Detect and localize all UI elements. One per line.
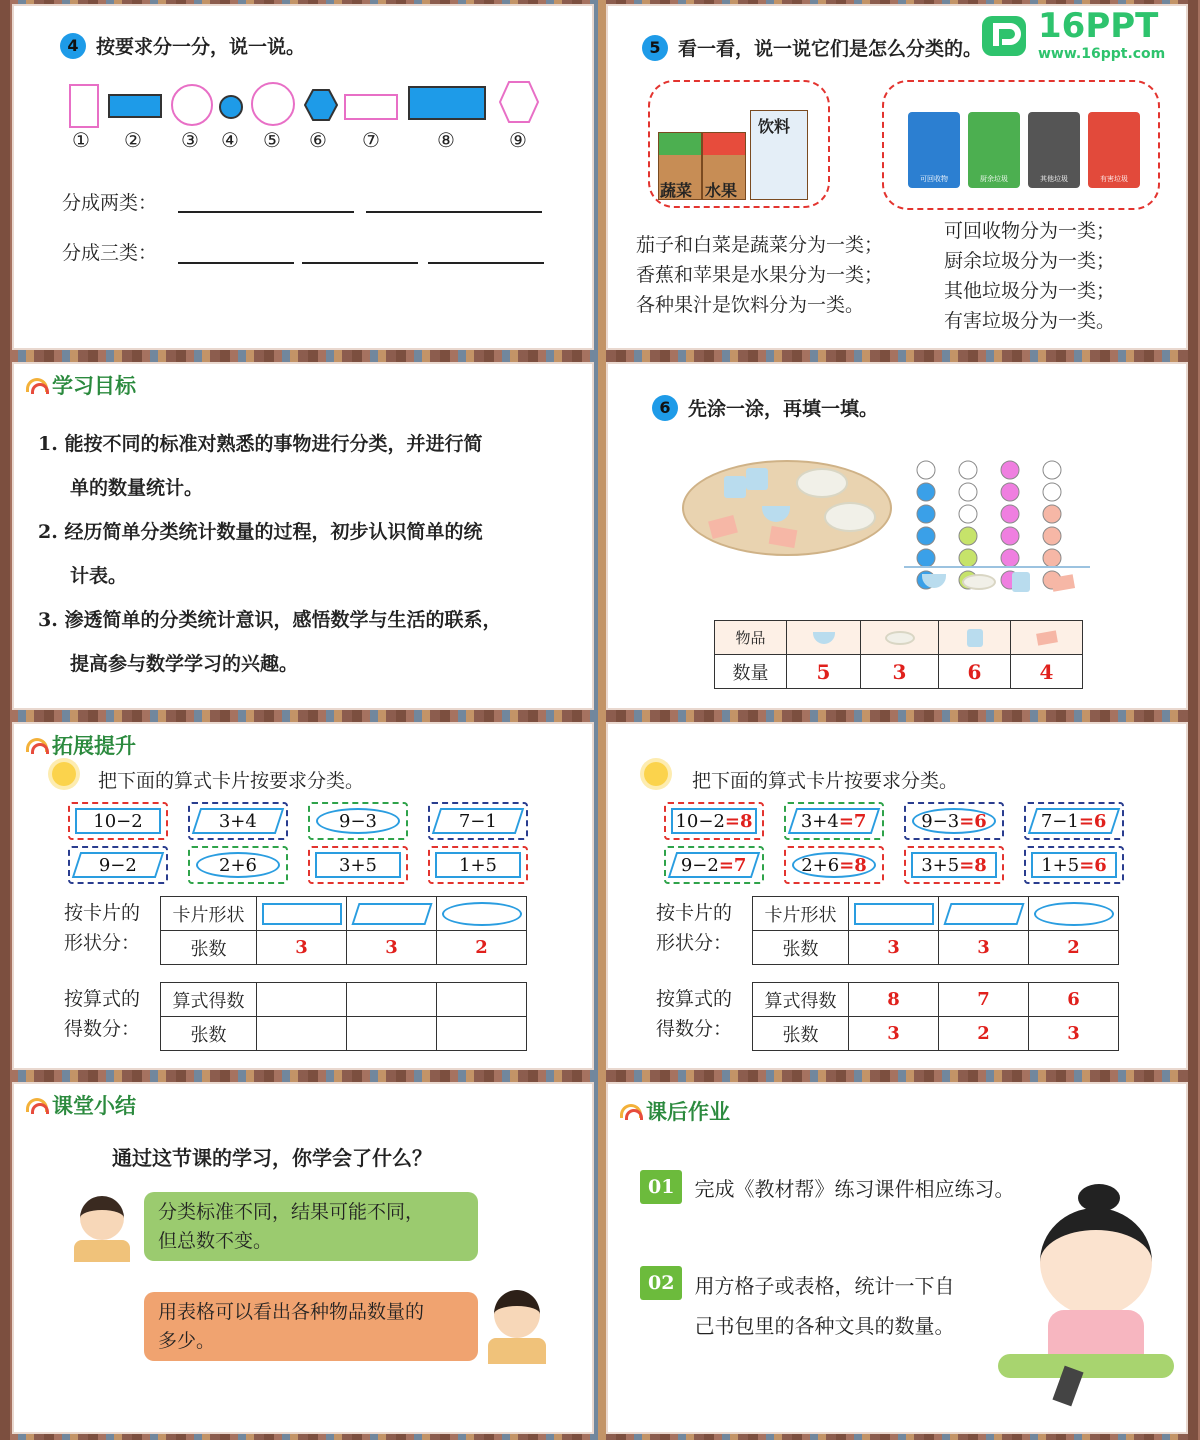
rainbow-icon (26, 1098, 48, 1112)
homework-item-1 (640, 1170, 1014, 1204)
section-header (620, 1096, 730, 1126)
card-shape-para (668, 852, 760, 878)
logo-brand: 16PPT (1038, 6, 1159, 46)
result-table (752, 982, 1119, 1051)
blank-cell (257, 983, 347, 1017)
card-answer: =7 (719, 854, 747, 876)
shape-side-label: 按卡片的 形状分： (656, 902, 733, 954)
line: 各种果汁是饮料分为一类。 (636, 294, 865, 316)
rainbow-icon (26, 738, 48, 752)
card-shape-rect (1031, 852, 1117, 878)
line: 茄子和白菜是蔬菜分为一类； (636, 234, 884, 256)
count-cell: 3 (939, 931, 1029, 965)
expression-card (904, 846, 1004, 884)
napkin-tally-circle (1043, 461, 1061, 479)
instruction: 把下面的算式卡片按要求分类。 (98, 770, 365, 792)
row-head: 物品 (715, 621, 787, 655)
cup-tally-circle (1001, 483, 1019, 501)
count-cell: 2 (939, 1017, 1029, 1051)
card-shape-ell (316, 808, 400, 834)
header-text: 课后作业 (646, 1100, 730, 1124)
summary-question: 通过这节课的学习，你学会了什么？ (112, 1146, 432, 1170)
girl-reading-illustration (1018, 1184, 1188, 1410)
bowl-icon (762, 506, 790, 522)
brand-logo (976, 6, 1188, 68)
head-cell: 算式得数 (753, 983, 849, 1017)
tally-circles (900, 428, 1090, 594)
shape-3-pink-circle (171, 84, 213, 126)
card-answer: =6 (1079, 854, 1107, 876)
plate-icon (796, 468, 848, 498)
blank-cell (437, 1017, 527, 1051)
head-cell: 卡片形状 (161, 897, 257, 931)
expression-card (68, 846, 168, 884)
expression-card (188, 802, 288, 840)
card-shape-para (192, 808, 284, 834)
plate-tally-circle (959, 527, 977, 545)
table-row (161, 1017, 527, 1051)
question-text: 先涂一涂，再填一填。 (688, 398, 879, 420)
card-answer: =8 (724, 810, 753, 832)
item-text: 用方格子或表格，统计一下自 己书包里的各种文具的数量。 (694, 1274, 955, 1338)
result-side-label: 按算式的 得数分： (656, 988, 733, 1040)
card-expression: 9−2=7 (681, 854, 747, 876)
napkin-tally-circle (1043, 549, 1061, 567)
shape-table (160, 896, 527, 965)
shape-9-pink-hexagon (498, 80, 540, 124)
head-cell: 算式得数 (161, 983, 257, 1017)
card-shape-rect (435, 852, 521, 878)
cup-tally-circle (1001, 527, 1019, 545)
other-waste-bin: 其他垃圾 (1028, 112, 1080, 188)
blank-cell (347, 983, 437, 1017)
section-header (26, 1090, 136, 1120)
fruit-label: 水果 (705, 181, 738, 200)
card-shape-para (788, 808, 880, 834)
table-row (753, 983, 1119, 1017)
shape-8-blue-rect (408, 86, 486, 120)
napkin-tally-circle (1043, 505, 1061, 523)
section-header (26, 730, 136, 760)
para-cell (939, 897, 1029, 931)
napkin-tally-circle (1043, 527, 1061, 545)
head-cell: 卡片形状 (753, 897, 849, 931)
item-number-badge: 02 (640, 1266, 682, 1300)
card-expression: 3+4 (219, 810, 257, 832)
cup-tally-circle (1001, 505, 1019, 523)
count-cell: 3 (1029, 1017, 1119, 1051)
result-cell: 7 (939, 983, 1029, 1017)
card-shape-ell (196, 852, 280, 878)
card-answer: =6 (959, 810, 987, 832)
slide-extension-blank (12, 722, 594, 1070)
card-expression: 2+6=8 (801, 854, 867, 876)
expression-card (784, 846, 884, 884)
goal-item: 1. 能按不同的标准对熟悉的事物进行分类，并进行简 (38, 433, 483, 455)
expression-card (664, 846, 764, 884)
bins-illustration-frame (882, 80, 1160, 210)
bulb-icon (644, 762, 668, 786)
header-text: 学习目标 (52, 374, 136, 398)
question-title (60, 32, 305, 59)
card-shape-rect (671, 808, 757, 834)
card-expression: 9−3=6 (921, 810, 987, 832)
card-answer: =8 (839, 854, 867, 876)
store-illustration-frame (648, 80, 830, 208)
shape-7-pink-rect (344, 94, 398, 120)
napkin-cell (1011, 621, 1083, 655)
card-expression: 1+5=6 (1041, 854, 1107, 876)
expression-card (68, 802, 168, 840)
goal-item-cont: 单的数量统计。 (70, 477, 204, 499)
expression-card (664, 802, 764, 840)
line: 香蕉和苹果是水果分为一类； (636, 264, 884, 286)
header-text: 拓展提升 (52, 734, 136, 758)
shape-1-pink-rect (69, 84, 99, 128)
plate-tally-circle (959, 483, 977, 501)
head-cell: 张数 (161, 1017, 257, 1051)
plate-tally-circle (959, 461, 977, 479)
question-title (642, 34, 982, 61)
expression-card (1024, 846, 1124, 884)
speech-bubble-1: 分类标准不同，结果可能不同， 但总数不变。 (144, 1192, 478, 1261)
head-cell: 张数 (753, 1017, 849, 1051)
rect-cell (257, 897, 347, 931)
plate-cell (861, 621, 939, 655)
shape-table (752, 896, 1119, 965)
section-header (26, 370, 136, 400)
blank-line (178, 211, 354, 213)
count-cell: 3 (257, 931, 347, 965)
table-row (753, 931, 1119, 965)
table-row (161, 897, 527, 931)
count-cell: 3 (347, 931, 437, 965)
rainbow-icon (620, 1104, 642, 1118)
head-cell: 张数 (161, 931, 257, 965)
logo-url: www.16ppt.com (1038, 46, 1166, 62)
plate-icon (962, 574, 996, 590)
table-row (715, 621, 1083, 655)
rect-cell (849, 897, 939, 931)
baseline (904, 566, 1090, 568)
blank-line (302, 262, 418, 264)
girl-avatar (488, 1290, 544, 1364)
kitchen-waste-bin: 厨余垃圾 (968, 112, 1020, 188)
rainbow-icon (26, 378, 48, 392)
label-2: ② (124, 128, 142, 152)
blank-cell (437, 983, 527, 1017)
question-number: 4 (60, 33, 86, 59)
card-expression: 10−2=8 (675, 810, 753, 832)
header-text: 课堂小结 (52, 1094, 136, 1118)
slide-exercise-6 (606, 362, 1188, 710)
homework-item-2 (640, 1266, 954, 1346)
shape-5-pink-circle (251, 82, 295, 126)
expression-card (428, 802, 528, 840)
expression-card (188, 846, 288, 884)
item-text: 完成《教材帮》练习课件相应练习。 (694, 1176, 1015, 1201)
expression-card (428, 846, 528, 884)
card-expression: 9−2 (99, 854, 137, 876)
three-class-label: 分成三类： (62, 242, 158, 264)
blank-line (178, 262, 294, 264)
card-expression: 2+6 (219, 854, 257, 876)
question-text: 看一看，说一说它们是怎么分类的。 (678, 38, 983, 60)
card-answer: =6 (1079, 810, 1107, 832)
label-7: ⑦ (362, 128, 380, 152)
table-row (753, 897, 1119, 931)
count-cell: 3 (861, 655, 939, 689)
line: 其他垃圾分为一类； (944, 280, 1116, 302)
count-cell: 4 (1011, 655, 1083, 689)
table-row (161, 983, 527, 1017)
slide-learning-goals (12, 362, 594, 710)
card-shape-ell (912, 808, 996, 834)
question-title (652, 394, 878, 421)
card-shape-rect (75, 808, 161, 834)
drink-label: 饮料 (758, 117, 791, 136)
count-cell: 3 (849, 931, 939, 965)
shape-side-label: 按卡片的 形状分： (64, 902, 141, 954)
two-class-label: 分成两类： (62, 192, 158, 214)
bowl-cell (787, 621, 861, 655)
store-explanation (636, 230, 883, 320)
expression-card (1024, 802, 1124, 840)
label-4: ④ (221, 128, 239, 152)
item-number-badge: 01 (640, 1170, 682, 1204)
instruction: 把下面的算式卡片按要求分类。 (692, 770, 959, 792)
ellipse-cell (437, 897, 527, 931)
count-cell: 6 (939, 655, 1011, 689)
card-expression: 3+4=7 (801, 810, 867, 832)
logo-icon (980, 10, 1038, 62)
bowl-tally-circle (917, 549, 935, 567)
head-cell: 张数 (753, 931, 849, 965)
label-5: ⑤ (263, 128, 281, 152)
blank-line (428, 262, 544, 264)
label-8: ⑧ (437, 128, 455, 152)
tray-illustration (682, 460, 892, 556)
slide-homework (606, 1082, 1188, 1434)
expression-card (308, 802, 408, 840)
count-cell: 2 (1029, 931, 1119, 965)
goal-item: 3. 渗透简单的分类统计意识，感悟数学与生活的联系， (38, 609, 502, 631)
expression-card (784, 802, 884, 840)
blank-cell (347, 1017, 437, 1051)
result-side-label: 按算式的 得数分： (64, 988, 141, 1040)
card-shape-para (72, 852, 164, 878)
bulb-icon (52, 762, 76, 786)
label-3: ③ (181, 128, 199, 152)
label-6: ⑥ (309, 128, 327, 152)
slide-summary (12, 1082, 594, 1434)
napkin-icon (769, 526, 798, 548)
card-shape-para (432, 808, 524, 834)
blank-cell (257, 1017, 347, 1051)
table-row (161, 931, 527, 965)
ellipse-cell (1029, 897, 1119, 931)
slide-exercise-5 (606, 4, 1188, 350)
count-cell: 5 (787, 655, 861, 689)
bowl-tally-circle (917, 461, 935, 479)
count-cell: 3 (849, 1017, 939, 1051)
napkin-icon (708, 515, 738, 539)
goal-item: 2. 经历简单分类统计数量的过程，初步认识简单的统 (38, 521, 483, 543)
line: 厨余垃圾分为一类； (944, 250, 1116, 272)
bins-explanation (944, 216, 1115, 336)
hazardous-bin: 有害垃圾 (1088, 112, 1140, 188)
result-cell: 6 (1029, 983, 1119, 1017)
card-expression: 7−1 (459, 810, 497, 832)
row-head: 数量 (715, 655, 787, 689)
label-9: ⑨ (509, 128, 527, 152)
card-expression: 1+5 (459, 854, 497, 876)
card-shape-ell (792, 852, 876, 878)
cup-tally-circle (1001, 549, 1019, 567)
cup-icon (724, 476, 746, 498)
result-cell: 8 (849, 983, 939, 1017)
bowl-tally-circle (917, 527, 935, 545)
para-cell (347, 897, 437, 931)
count-cell: 2 (437, 931, 527, 965)
card-shape-para (1028, 808, 1120, 834)
napkin-tally-circle (1043, 483, 1061, 501)
card-answer: =8 (959, 854, 987, 876)
card-expression: 3+5=8 (921, 854, 987, 876)
line: 可回收物分为一类； (944, 220, 1116, 242)
veg-label: 蔬菜 (660, 181, 693, 200)
label-1: ① (72, 128, 90, 152)
result-table (160, 982, 527, 1051)
slide-extension-answers (606, 722, 1188, 1070)
question-text: 按要求分一分，说一说。 (96, 36, 306, 58)
shape-6-blue-hexagon (304, 88, 338, 122)
bowl-tally-circle (917, 483, 935, 501)
cup-icon (1012, 572, 1030, 592)
card-expression: 10−2 (93, 810, 143, 832)
question-number: 5 (642, 35, 668, 61)
expression-card (904, 802, 1004, 840)
plate-tally-circle (959, 549, 977, 567)
cup-tally-circle (1001, 461, 1019, 479)
count-table (714, 620, 1083, 689)
goal-item-cont: 提高参与数学学习的兴趣。 (70, 653, 299, 675)
question-number: 6 (652, 395, 678, 421)
table-row (715, 655, 1083, 689)
goals-list (38, 422, 501, 686)
shape-2-blue-rect (108, 94, 162, 118)
line: 有害垃圾分为一类。 (944, 310, 1116, 332)
card-answer: =7 (839, 810, 867, 832)
expression-card (308, 846, 408, 884)
shape-4-blue-circle (219, 95, 243, 119)
goal-item-cont: 计表。 (70, 565, 128, 587)
card-expression: 7−1=6 (1041, 810, 1107, 832)
plate-tally-circle (959, 505, 977, 523)
blank-line (366, 211, 542, 213)
slide-exercise-4 (12, 4, 594, 350)
boy-avatar (74, 1196, 130, 1262)
card-shape-rect (315, 852, 401, 878)
card-expression: 9−3 (339, 810, 377, 832)
table-row (753, 1017, 1119, 1051)
cup-cell (939, 621, 1011, 655)
cup-icon (746, 468, 768, 490)
speech-bubble-2: 用表格可以看出各种物品数量的 多少。 (144, 1292, 478, 1361)
card-shape-rect (911, 852, 997, 878)
card-expression: 3+5 (339, 854, 377, 876)
plate-icon (824, 502, 876, 532)
recyclable-bin: 可回收物 (908, 112, 960, 188)
bowl-tally-circle (917, 505, 935, 523)
